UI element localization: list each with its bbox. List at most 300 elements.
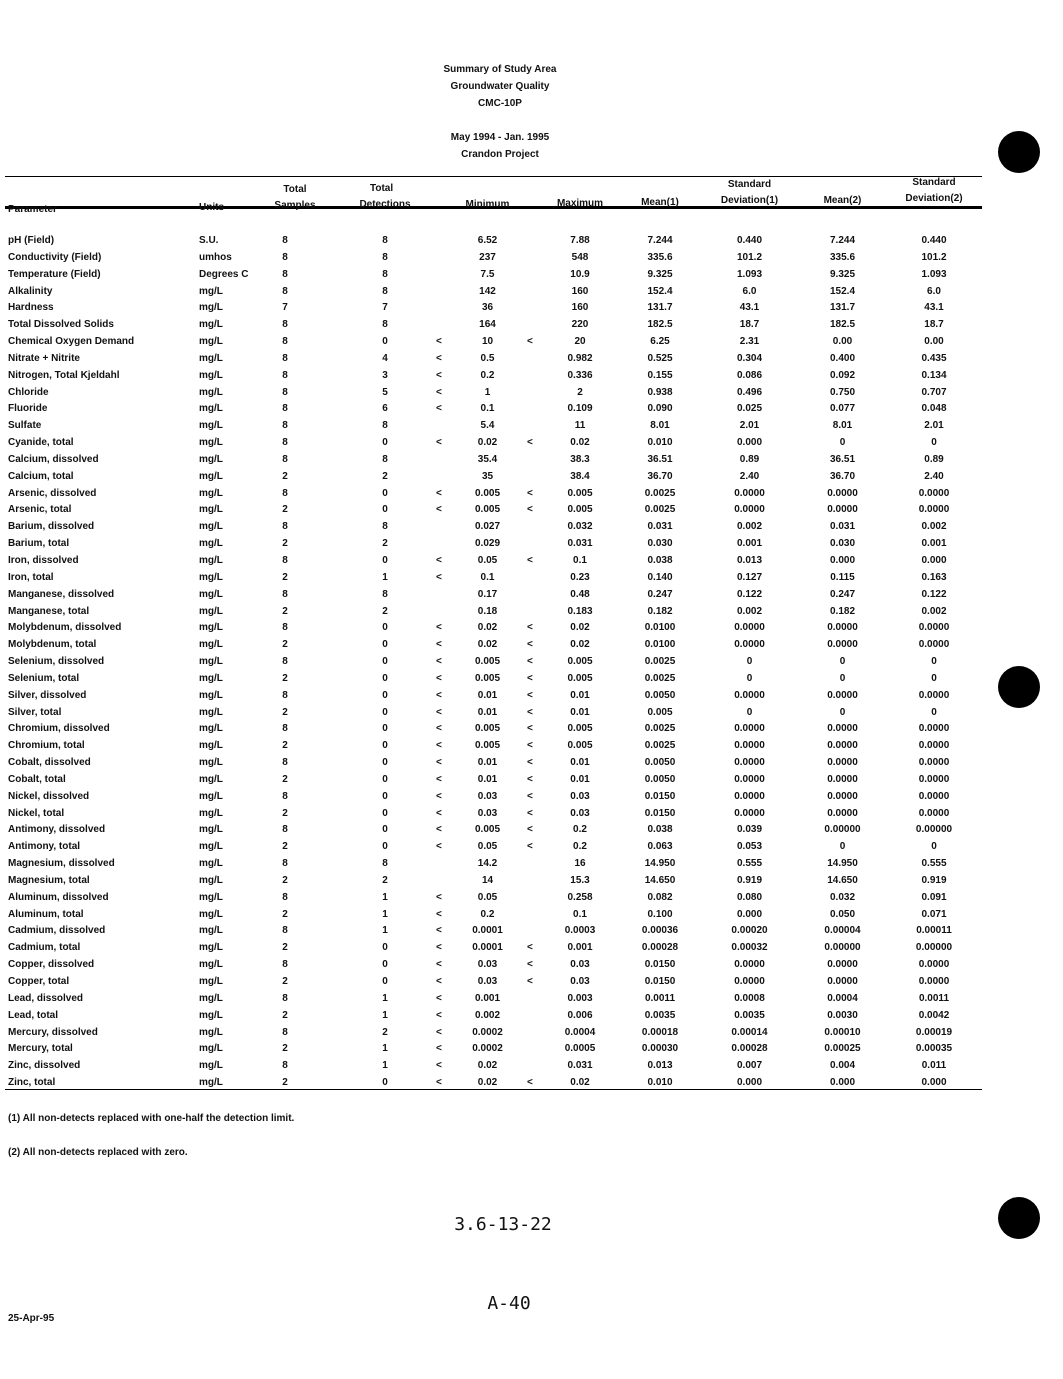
cell-minimum: 0.005 [474, 824, 501, 836]
cell-units: mg/L [199, 504, 223, 516]
cell-total-samples: 8 [282, 622, 288, 634]
cell-mean2: 0.00 [832, 336, 853, 347]
cell-total-detections: 0 [382, 437, 388, 449]
cell-sd2: 0.00011 [916, 925, 952, 937]
cell-parameter: Aluminum, dissolved [8, 891, 109, 903]
cell-parameter: Cobalt, dissolved [8, 757, 91, 768]
cell-min-qualifier: < [436, 504, 442, 516]
cell-sd2: 0 [931, 656, 937, 667]
cell-maximum: 0.005 [567, 723, 593, 735]
cell-max-qualifier: < [527, 807, 533, 819]
cell-total-detections: 3 [382, 369, 388, 381]
cell-sd1: 0.0000 [734, 807, 765, 819]
table-row [0, 740, 1000, 757]
cell-mean2: 0.000 [829, 1077, 856, 1088]
cell-min-qualifier: < [436, 672, 442, 684]
cell-total-samples: 2 [282, 571, 288, 583]
cell-sd2: 0.0011 [918, 992, 950, 1004]
cell-mean1: 0.0035 [644, 1009, 676, 1021]
cell-minimum: 0.01 [477, 773, 498, 785]
cell-total-samples: 7 [282, 302, 288, 314]
cell-minimum: 0.03 [477, 976, 498, 987]
cell-minimum: 0.18 [477, 605, 498, 617]
cell-min-qualifier: < [436, 824, 442, 836]
table-row [0, 993, 1000, 1010]
report-subtitle: Groundwater Quality [450, 81, 550, 92]
table-row [0, 925, 1000, 942]
cell-max-qualifier: < [527, 723, 533, 735]
cell-minimum: 1 [484, 386, 491, 398]
table-row [0, 707, 1000, 724]
cell-sd1: 0.0000 [734, 773, 765, 785]
cell-maximum: 0.005 [567, 504, 593, 516]
cell-mean2: 14.950 [827, 858, 858, 870]
cell-mean2: 0.0000 [827, 959, 858, 971]
cell-minimum: 0.001 [474, 992, 501, 1004]
cell-parameter: Conductivity (Field) [8, 251, 102, 263]
cell-total-detections: 0 [382, 639, 388, 651]
cell-units: mg/L [199, 521, 223, 533]
cell-maximum: 0.005 [567, 740, 593, 752]
cell-maximum: 0.005 [567, 656, 593, 667]
table-row [0, 791, 1000, 808]
cell-minimum: 0.2 [480, 369, 495, 381]
table-row [0, 353, 1000, 370]
punch-hole-bottom [998, 1197, 1040, 1239]
cell-minimum: 0.005 [474, 672, 501, 684]
cell-max-qualifier: < [527, 504, 533, 516]
cell-parameter: Zinc, total [8, 1077, 56, 1088]
table-row [0, 774, 1000, 791]
cell-total-detections: 5 [382, 386, 388, 398]
cell-minimum: 0.01 [477, 706, 498, 718]
cell-mean1: 0.155 [647, 369, 673, 381]
cell-units: mg/L [199, 942, 223, 954]
report-period-block [300, 129, 700, 163]
cell-maximum: 0.0005 [564, 1043, 596, 1055]
cell-mean1: 0.0025 [644, 487, 676, 499]
cell-parameter: Arsenic, dissolved [8, 487, 97, 499]
cell-sd2: 0.163 [921, 571, 947, 583]
cell-total-detections: 0 [382, 959, 388, 971]
cell-max-qualifier: < [527, 639, 533, 651]
cell-minimum: 0.027 [474, 521, 501, 533]
cell-mean1: 0.031 [647, 521, 673, 533]
cell-total-detections: 2 [382, 538, 388, 550]
table-row [0, 555, 1000, 572]
footnote-1: (1) All non-detects replaced with one-half the detection limit. [8, 1113, 295, 1124]
cell-max-qualifier: < [527, 740, 533, 752]
cell-units: mg/L [199, 571, 223, 583]
cell-units: mg/L [199, 622, 223, 634]
report-period: May 1994 - Jan. 1995 [450, 132, 550, 143]
cell-maximum: 0.03 [570, 959, 590, 971]
cell-sd1: 0.00020 [731, 925, 768, 937]
cell-mean1: 7.244 [647, 235, 673, 246]
cell-mean2: 0.092 [829, 369, 856, 381]
cell-mean1: 0.247 [647, 588, 673, 600]
table-bottom-rule [5, 1089, 982, 1090]
cell-mean2: 8.01 [832, 420, 853, 432]
cell-total-samples: 2 [282, 976, 288, 987]
cell-units: mg/L [199, 706, 223, 718]
cell-maximum: 2 [577, 386, 583, 398]
cell-parameter: Cadmium, total [8, 942, 81, 954]
cell-sd2: 0.0000 [918, 504, 950, 516]
cell-total-samples: 2 [282, 773, 288, 785]
col-header-sd1-line2: Deviation(1) [720, 195, 779, 206]
cell-min-qualifier: < [436, 807, 442, 819]
cell-mean1: 0.182 [647, 605, 673, 617]
cell-min-qualifier: < [436, 369, 442, 381]
cell-units: mg/L [199, 403, 223, 415]
cell-max-qualifier: < [527, 487, 533, 499]
col-header-total-detections-line2: Detections [359, 199, 411, 210]
cell-mean2: 36.70 [829, 470, 856, 482]
cell-sd2: 0.0000 [918, 639, 950, 651]
cell-total-detections: 0 [382, 504, 388, 516]
cell-minimum: 14 [481, 874, 494, 886]
cell-maximum: 0.003 [567, 992, 593, 1004]
cell-mean1: 0.00018 [641, 1026, 679, 1038]
cell-sd2: 0.0000 [918, 790, 950, 802]
cell-maximum: 38.4 [570, 470, 590, 482]
cell-sd1: 0 [746, 706, 753, 718]
cell-units: umhos [199, 251, 232, 263]
cell-units: mg/L [199, 874, 223, 886]
cell-sd1: 0.0000 [734, 790, 765, 802]
col-header-maximum: Maximum [556, 198, 604, 209]
cell-mean2: 0 [839, 706, 846, 718]
cell-min-qualifier: < [436, 571, 442, 583]
cell-minimum: 0.5 [480, 352, 495, 364]
cell-total-detections: 0 [382, 689, 388, 701]
cell-parameter: Copper, total [8, 976, 70, 987]
col-header-sd2 [890, 175, 978, 207]
cell-mean1: 0.090 [647, 403, 673, 415]
cell-max-qualifier: < [527, 672, 533, 684]
cell-mean1: 0.0150 [644, 959, 676, 971]
cell-total-samples: 8 [282, 369, 288, 381]
cell-min-qualifier: < [436, 992, 442, 1004]
cell-maximum: 20 [574, 336, 586, 347]
cell-total-samples: 8 [282, 858, 288, 870]
cell-sd1: 0.00014 [731, 1026, 768, 1038]
cell-sd2: 2.01 [924, 420, 944, 432]
cell-parameter: Copper, dissolved [8, 959, 95, 971]
cell-total-detections: 8 [382, 521, 388, 533]
cell-minimum: 0.0002 [472, 1043, 503, 1055]
cell-maximum: 0.02 [570, 1077, 590, 1088]
cell-sd1: 0.440 [736, 235, 763, 246]
cell-sd2: 0.00000 [915, 942, 953, 954]
table-row [0, 252, 1000, 269]
cell-total-detections: 0 [382, 336, 388, 347]
cell-parameter: Cobalt, total [8, 773, 66, 785]
cell-units: mg/L [199, 689, 223, 701]
cell-sd1: 0.000 [736, 1077, 763, 1088]
cell-total-samples: 2 [282, 740, 288, 752]
cell-sd1: 0.0000 [734, 487, 765, 499]
cell-sd1: 0.002 [736, 605, 763, 617]
cell-min-qualifier: < [436, 403, 442, 415]
cell-sd2: 0.122 [921, 588, 947, 600]
cell-minimum: 0.005 [474, 723, 501, 735]
cell-mean1: 0.082 [647, 891, 673, 903]
cell-min-qualifier: < [436, 790, 442, 802]
cell-parameter: Hardness [8, 302, 54, 314]
table-row [0, 639, 1000, 656]
cell-units: mg/L [199, 672, 223, 684]
table-row [0, 370, 1000, 387]
cell-total-detections: 2 [382, 470, 388, 482]
cell-sd2: 0.0000 [918, 689, 950, 701]
cell-mean2: 0 [839, 841, 846, 853]
cell-sd2: 0.00 [924, 336, 944, 347]
cell-min-qualifier: < [436, 437, 442, 449]
cell-total-detections: 8 [382, 420, 388, 432]
cell-total-samples: 8 [282, 757, 288, 768]
cell-min-qualifier: < [436, 942, 442, 954]
cell-sd2: 0.048 [921, 403, 947, 415]
cell-maximum: 0.02 [570, 622, 590, 634]
cell-parameter: Barium, dissolved [8, 521, 95, 533]
cell-mean2: 0.00010 [824, 1026, 861, 1038]
cell-maximum: 0.0003 [564, 925, 596, 937]
well-id: CMC-10P [478, 98, 522, 109]
cell-minimum: 0.03 [477, 790, 498, 802]
cell-sd2: 0 [931, 706, 937, 718]
cell-sd2: 0.555 [921, 858, 947, 870]
cell-parameter: Nitrogen, Total Kjeldahl [8, 369, 120, 381]
cell-sd2: 0.002 [921, 605, 947, 617]
cell-maximum: 0.1 [573, 555, 587, 566]
table-row [0, 690, 1000, 707]
cell-maximum: 160 [571, 285, 589, 297]
cell-units: mg/L [199, 319, 223, 331]
cell-minimum: 14.2 [477, 858, 498, 870]
cell-maximum: 0.031 [567, 538, 593, 550]
cell-units: Degrees C [199, 268, 249, 280]
cell-sd2: 0 [931, 841, 937, 853]
table-row [0, 673, 1000, 690]
cell-maximum: 0.23 [570, 571, 590, 583]
cell-sd2: 0.002 [921, 521, 947, 533]
cell-mean1: 9.325 [647, 268, 673, 280]
cell-total-samples: 8 [282, 319, 288, 331]
cell-maximum: 0.01 [570, 757, 590, 768]
cell-min-qualifier: < [436, 336, 442, 347]
cell-sd2: 6.0 [927, 285, 941, 297]
cell-minimum: 0.2 [480, 908, 495, 920]
cell-mean1: 36.51 [647, 453, 673, 465]
table-row [0, 538, 1000, 555]
col-header-mean1: Mean(1) [641, 197, 679, 208]
cell-total-detections: 0 [382, 672, 388, 684]
col-header-mean2: Mean(2) [823, 195, 862, 206]
cell-units: mg/L [199, 639, 223, 651]
cell-total-samples: 8 [282, 235, 288, 246]
cell-min-qualifier: < [436, 908, 442, 920]
cell-mean2: 0 [839, 672, 846, 684]
cell-sd2: 0.435 [921, 352, 947, 364]
cell-parameter: Zinc, dissolved [8, 1060, 81, 1072]
cell-maximum: 10.9 [570, 268, 590, 280]
cell-minimum: 0.05 [477, 555, 498, 566]
cell-total-samples: 2 [282, 807, 288, 819]
cell-min-qualifier: < [436, 959, 442, 971]
cell-units: mg/L [199, 1060, 223, 1072]
cell-maximum: 0.183 [567, 605, 593, 617]
cell-maximum: 0.2 [573, 841, 587, 853]
col-header-minimum: Minimum [465, 199, 510, 210]
cell-total-detections: 6 [382, 403, 388, 415]
table-row [0, 723, 1000, 740]
cell-maximum: 0.2 [573, 824, 587, 836]
cell-sd2: 0.134 [921, 369, 947, 381]
cell-total-detections: 2 [382, 605, 388, 617]
cell-mean2: 0.030 [829, 538, 856, 550]
cell-total-samples: 2 [282, 942, 288, 954]
cell-mean1: 182.5 [647, 319, 673, 331]
cell-minimum: 0.005 [474, 504, 501, 516]
table-row [0, 858, 1000, 875]
cell-units: mg/L [199, 959, 223, 971]
cell-parameter: Alkalinity [8, 285, 53, 297]
cell-mean2: 0.031 [829, 521, 856, 533]
cell-total-samples: 8 [282, 487, 288, 499]
cell-parameter: Molybdenum, total [8, 639, 97, 651]
project-name: Crandon Project [461, 149, 539, 160]
cell-parameter: Chromium, dissolved [8, 723, 110, 735]
table-top-rule [5, 176, 982, 177]
cell-parameter: Magnesium, total [8, 874, 90, 886]
cell-units: mg/L [199, 757, 223, 768]
cell-maximum: 160 [571, 302, 589, 314]
cell-mean1: 0.0050 [644, 757, 676, 768]
cell-minimum: 0.0001 [472, 942, 503, 954]
cell-max-qualifier: < [527, 437, 533, 449]
cell-max-qualifier: < [527, 790, 533, 802]
cell-sd2: 0.000 [921, 1077, 947, 1088]
cell-sd1: 0.0000 [734, 622, 765, 634]
cell-units: mg/L [199, 1043, 223, 1055]
cell-sd1: 0.0000 [734, 504, 765, 516]
cell-sd1: 0.086 [736, 369, 763, 381]
cell-mean2: 0.0000 [827, 504, 858, 516]
cell-total-samples: 8 [282, 521, 288, 533]
cell-max-qualifier: < [527, 1077, 533, 1088]
cell-mean2: 14.650 [827, 874, 858, 886]
cell-sd1: 2.31 [739, 336, 760, 347]
table-row [0, 875, 1000, 892]
cell-maximum: 0.005 [567, 487, 593, 499]
cell-mean2: 0.00025 [824, 1043, 861, 1055]
cell-units: mg/L [199, 302, 223, 314]
cell-total-detections: 1 [382, 1043, 388, 1055]
cell-parameter: Temperature (Field) [8, 268, 101, 280]
table-row [0, 572, 1000, 589]
cell-sd1: 0 [746, 672, 753, 684]
cell-mean1: 0.938 [647, 386, 673, 398]
cell-mean2: 0.000 [829, 555, 856, 566]
cell-total-detections: 8 [382, 453, 388, 465]
table-row [0, 387, 1000, 404]
cell-maximum: 15.3 [570, 874, 590, 886]
table-row [0, 841, 1000, 858]
cell-mean2: 0.00000 [824, 824, 861, 836]
cell-mean1: 0.0050 [644, 773, 676, 785]
cell-mean2: 0 [839, 437, 846, 449]
cell-total-samples: 8 [282, 689, 288, 701]
cell-sd2: 43.1 [924, 302, 944, 314]
cell-parameter: Silver, dissolved [8, 689, 87, 701]
col-header-units: Units [199, 202, 224, 213]
cell-minimum: 0.005 [474, 487, 501, 499]
cell-total-detections: 0 [382, 790, 388, 802]
cell-sd2: 0.071 [921, 908, 947, 920]
cell-total-samples: 8 [282, 1026, 288, 1038]
cell-mean1: 0.0025 [644, 723, 676, 735]
cell-total-detections: 0 [382, 487, 388, 499]
cell-maximum: 0.258 [567, 891, 593, 903]
cell-sd2: 0.89 [924, 453, 944, 465]
cell-minimum: 142 [479, 285, 496, 297]
cell-units: mg/L [199, 336, 223, 347]
cell-total-detections: 0 [382, 740, 388, 752]
cell-sd2: 0.0000 [918, 487, 950, 499]
col-header-total-samples [260, 182, 330, 214]
cell-maximum: 11 [574, 420, 586, 432]
cell-sd1: 2.40 [739, 470, 760, 482]
cell-mean1: 0.013 [647, 1060, 673, 1072]
table-row [0, 942, 1000, 959]
cell-minimum: 0.02 [477, 1060, 498, 1072]
cell-total-detections: 0 [382, 824, 388, 836]
cell-parameter: Aluminum, total [8, 908, 84, 920]
cell-parameter: Silver, total [8, 706, 62, 718]
cell-units: mg/L [199, 453, 223, 465]
cell-total-detections: 0 [382, 656, 388, 667]
cell-min-qualifier: < [436, 1043, 442, 1055]
cell-sd1: 0.0000 [734, 723, 765, 735]
cell-sd1: 0.001 [736, 538, 763, 550]
cell-sd1: 0.039 [736, 824, 763, 836]
cell-total-samples: 8 [282, 588, 288, 600]
cell-sd2: 0.0000 [918, 976, 950, 987]
cell-parameter: Lead, total [8, 1009, 59, 1021]
cell-total-detections: 0 [382, 807, 388, 819]
cell-sd2: 0.00035 [915, 1043, 953, 1055]
cell-sd1: 0.0008 [734, 992, 765, 1004]
cell-max-qualifier: < [527, 622, 533, 634]
table-row [0, 1010, 1000, 1027]
cell-mean1: 0.140 [647, 571, 673, 583]
cell-sd1: 0.122 [736, 588, 763, 600]
table-row [0, 892, 1000, 909]
cell-total-samples: 8 [282, 824, 288, 836]
cell-min-qualifier: < [436, 925, 442, 937]
cell-total-detections: 1 [382, 992, 388, 1004]
cell-parameter: Nickel, dissolved [8, 790, 90, 802]
cell-mean2: 0.0000 [827, 622, 858, 634]
table-row [0, 286, 1000, 303]
cell-mean2: 0.00004 [824, 925, 861, 937]
cell-total-samples: 2 [282, 504, 288, 516]
cell-units: mg/L [199, 555, 223, 566]
cell-max-qualifier: < [527, 959, 533, 971]
cell-maximum: 0.005 [567, 672, 593, 684]
